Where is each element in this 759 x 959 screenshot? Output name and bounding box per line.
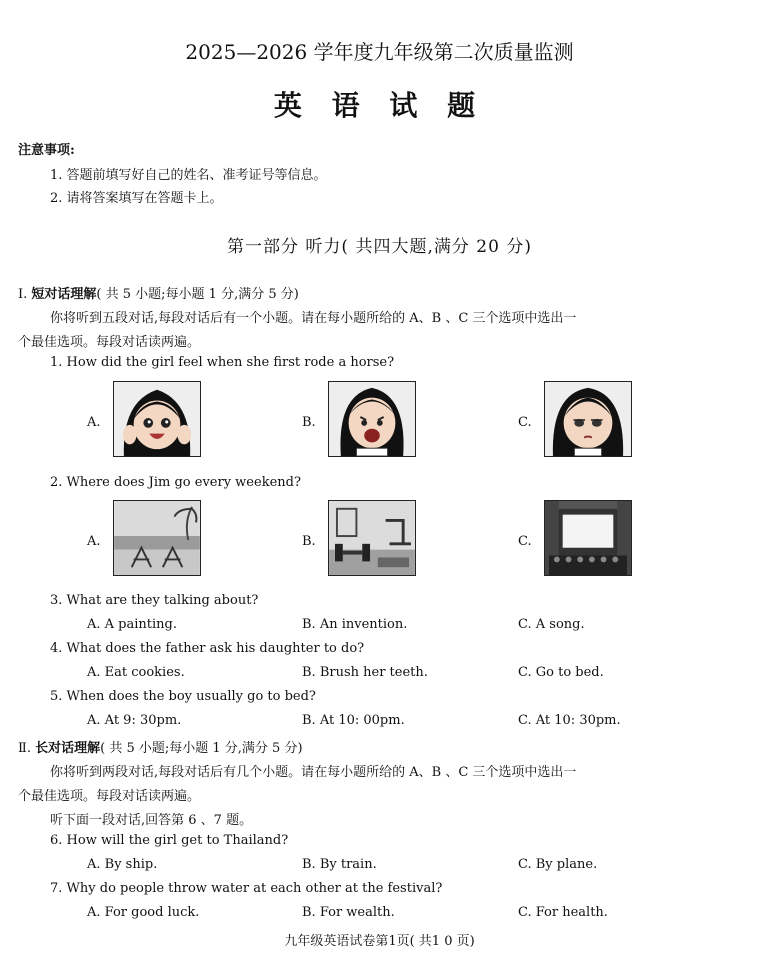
section2-name: 长对话理解 <box>35 741 101 756</box>
gym-icon <box>329 501 415 575</box>
subject-title: 英 语 试 题 <box>273 89 486 122</box>
q6-option-a: A. By ship. <box>87 857 158 872</box>
section1-instruction-line1: 你将听到五段对话,每段对话后有一个小题。请在每小题所给的 A、B 、C 三个选项中选出一 <box>50 311 577 326</box>
happy-girl-icon <box>114 382 200 456</box>
notice-item-2: 2. 请将答案填写在答题卡上。 <box>50 191 223 206</box>
q5-option-c: C. At 10: 30pm. <box>518 713 621 728</box>
section2-instruction-line2: 个最佳选项。每段对话读两遍。 <box>18 789 201 804</box>
page-footer: 九年级英语试卷第1页( 共1 0 页) <box>284 934 475 949</box>
section2-subinstruction: 听下面一段对话,回答第 6 、7 题。 <box>50 813 253 828</box>
q1-image-c-calm-girl <box>544 381 632 457</box>
q1-image-a-happy-girl <box>113 381 201 457</box>
question-5: 5. When does the boy usually go to bed? <box>50 689 316 704</box>
notice-heading: 注意事项: <box>18 143 75 158</box>
section1-number: Ⅰ. <box>18 287 32 302</box>
section1-instruction-line2: 个最佳选项。每段对话读两遍。 <box>18 335 201 350</box>
calm-girl-icon <box>545 382 631 456</box>
q4-option-a: A. Eat cookies. <box>87 665 185 680</box>
q4-option-b: B. Brush her teeth. <box>302 665 428 680</box>
q5-option-b: B. At 10: 00pm. <box>302 713 405 728</box>
q2-label-b: B. <box>302 534 316 549</box>
section1-name: 短对话理解 <box>31 287 97 302</box>
section2-heading <box>18 737 303 756</box>
q2-label-c: C. <box>518 534 532 549</box>
section2-instruction-line1: 你将听到两段对话,每段对话后有几个小题。请在每小题所给的 A、B 、C 三个选项中选出一 <box>50 765 577 780</box>
q6-option-b: B. By train. <box>302 857 377 872</box>
q6-option-c: C. By plane. <box>518 857 598 872</box>
q2-image-a-beach <box>113 500 201 576</box>
part-one-title: 第一部分 听力( 共四大题,满分 20 分) <box>227 237 532 257</box>
scared-girl-icon <box>329 382 415 456</box>
theater-icon <box>545 501 631 575</box>
section2-info: ( 共 5 小题;每小题 1 分,满分 5 分) <box>100 741 303 756</box>
q2-label-a: A. <box>87 534 101 549</box>
notice-item-1: 1. 答题前填写好自己的姓名、准考证号等信息。 <box>50 168 327 183</box>
section1-heading <box>18 283 299 302</box>
exam-title: 2025—2026 学年度九年级第二次质量监测 <box>185 40 574 64</box>
q1-label-a: A. <box>87 415 101 430</box>
q2-image-b-gym <box>328 500 416 576</box>
beach-icon <box>114 501 200 575</box>
q3-option-a: A. A painting. <box>87 617 177 632</box>
q7-option-b: B. For wealth. <box>302 905 395 920</box>
question-3: 3. What are they talking about? <box>50 593 259 608</box>
q1-image-b-scared-girl <box>328 381 416 457</box>
q7-option-c: C. For health. <box>518 905 608 920</box>
question-1: 1. How did the girl feel when she first rode a horse? <box>50 355 395 370</box>
q7-option-a: A. For good luck. <box>87 905 200 920</box>
q3-option-b: B. An invention. <box>302 617 408 632</box>
q1-label-b: B. <box>302 415 316 430</box>
question-2: 2. Where does Jim go every weekend? <box>50 475 301 490</box>
q3-option-c: C. A song. <box>518 617 585 632</box>
section1-info: ( 共 5 小题;每小题 1 分,满分 5 分) <box>96 287 299 302</box>
q2-image-c-theater <box>544 500 632 576</box>
question-7: 7. Why do people throw water at each other at the festival? <box>50 881 443 896</box>
q5-option-a: A. At 9: 30pm. <box>87 713 182 728</box>
q1-label-c: C. <box>518 415 532 430</box>
question-6: 6. How will the girl get to Thailand? <box>50 833 289 848</box>
q4-option-c: C. Go to bed. <box>518 665 604 680</box>
question-4: 4. What does the father ask his daughter to do? <box>50 641 365 656</box>
section2-number: Ⅱ. <box>18 741 36 756</box>
